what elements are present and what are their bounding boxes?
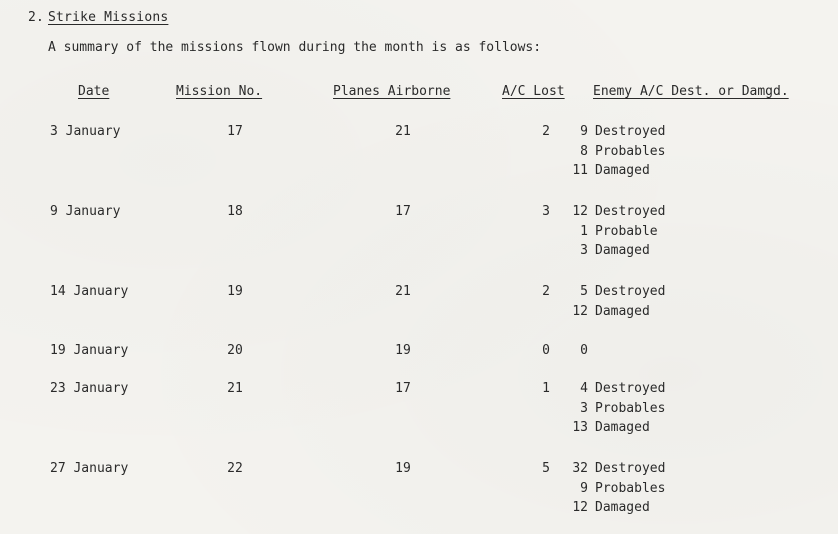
header-ac-lost: A/C Lost — [502, 84, 565, 99]
enemy-result-label: Destroyed — [595, 204, 666, 219]
enemy-result-label: Destroyed — [595, 381, 666, 396]
enemy-count: 12 — [572, 204, 588, 219]
enemy-result-label: Destroyed — [595, 284, 666, 299]
enemy-count: 1 — [580, 223, 588, 239]
enemy-count: 5 — [580, 284, 588, 299]
enemy-result-label: Probables — [595, 480, 666, 496]
enemy-results — [564, 282, 665, 321]
enemy-result-line — [564, 341, 595, 361]
enemy-results — [564, 341, 595, 361]
enemy-result-label: Damaged — [595, 420, 650, 435]
enemy-result-line — [564, 302, 665, 322]
enemy-result-line — [564, 459, 665, 479]
mission-date: 3 January — [50, 124, 121, 139]
header-date: Date — [78, 84, 110, 99]
enemy-results — [564, 459, 665, 518]
intro-text: A summary of the missions flown during the month is as follows: — [48, 40, 542, 55]
mission-date: 23 January — [50, 381, 129, 396]
ac-lost: 5 — [542, 461, 550, 476]
enemy-result-line — [564, 379, 665, 399]
enemy-result-line — [564, 142, 665, 162]
enemy-result-line — [564, 202, 665, 222]
enemy-result-line — [564, 399, 665, 419]
enemy-results — [564, 202, 665, 261]
enemy-count: 9 — [580, 124, 588, 139]
enemy-count: 12 — [572, 500, 588, 515]
planes-airborne: 19 — [395, 343, 411, 358]
enemy-count: 3 — [580, 243, 588, 258]
enemy-count: 12 — [572, 303, 588, 319]
mission-number: 19 — [227, 284, 243, 299]
enemy-count: 13 — [572, 420, 588, 435]
mission-date: 19 January — [50, 343, 129, 358]
enemy-count: 0 — [580, 343, 588, 358]
enemy-results — [564, 379, 665, 438]
ac-lost: 2 — [542, 124, 550, 139]
section-heading — [28, 10, 168, 26]
mission-date: 27 January — [50, 461, 129, 476]
planes-airborne: 21 — [395, 124, 411, 139]
enemy-result-label: Damaged — [595, 500, 650, 515]
enemy-result-line — [564, 282, 665, 302]
enemy-count: 3 — [580, 400, 588, 416]
enemy-result-line — [564, 122, 665, 142]
enemy-result-label: Probables — [595, 143, 666, 159]
ac-lost: 1 — [542, 381, 550, 396]
enemy-count: 8 — [580, 143, 588, 159]
mission-number: 20 — [227, 343, 243, 358]
enemy-result-label: Damaged — [595, 243, 650, 258]
enemy-count: 11 — [572, 163, 588, 178]
ac-lost: 2 — [542, 284, 550, 299]
section-title: Strike Missions — [48, 10, 169, 25]
mission-date: 9 January — [50, 204, 121, 219]
enemy-result-label: Damaged — [595, 303, 650, 319]
planes-airborne: 19 — [395, 461, 411, 476]
mission-date: 14 January — [50, 284, 129, 299]
enemy-count: 4 — [580, 381, 588, 396]
enemy-results — [564, 122, 665, 181]
enemy-result-label: Destroyed — [595, 124, 666, 139]
planes-airborne: 17 — [395, 381, 411, 396]
enemy-result-label: Destroyed — [595, 461, 666, 476]
section-number: 2. — [28, 10, 45, 25]
ac-lost: 3 — [542, 204, 550, 219]
enemy-count: 32 — [572, 461, 588, 476]
header-enemy-ac: Enemy A/C Dest. or Damgd. — [593, 84, 789, 99]
mission-number: 21 — [227, 381, 243, 396]
enemy-result-label: Probable — [595, 223, 658, 239]
ac-lost: 0 — [542, 343, 550, 358]
enemy-result-label: Probables — [595, 400, 666, 416]
enemy-result-label: Damaged — [595, 163, 650, 178]
mission-number: 17 — [227, 124, 243, 139]
planes-airborne: 17 — [395, 204, 411, 219]
enemy-result-line — [564, 222, 665, 242]
mission-number: 22 — [227, 461, 243, 476]
enemy-result-line — [564, 498, 665, 518]
header-mission-no: Mission No. — [176, 84, 263, 99]
header-planes-airborne: Planes Airborne — [333, 84, 451, 99]
enemy-result-line — [564, 241, 665, 261]
enemy-count: 9 — [580, 480, 588, 496]
enemy-result-line — [564, 479, 665, 499]
enemy-result-line — [564, 418, 665, 438]
enemy-result-line — [564, 161, 665, 181]
mission-number: 18 — [227, 204, 243, 219]
planes-airborne: 21 — [395, 284, 411, 299]
